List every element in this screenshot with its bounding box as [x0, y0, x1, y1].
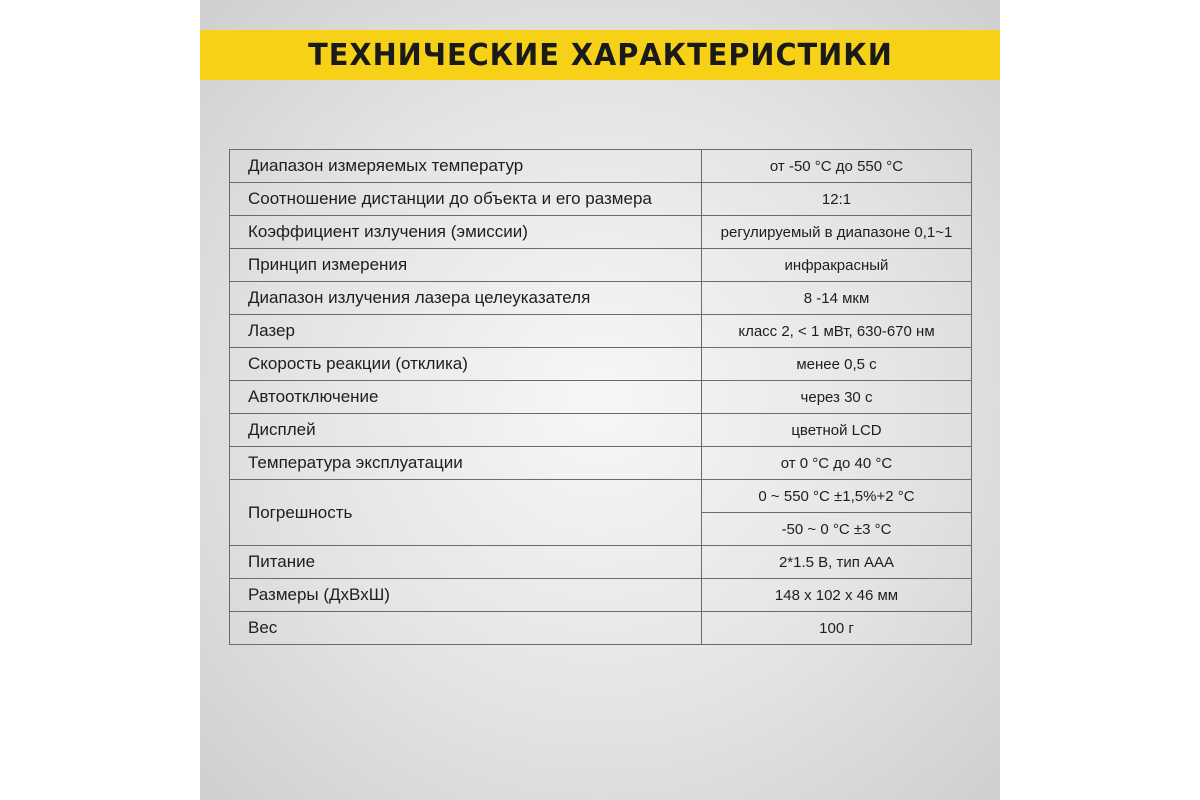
- table-row: [230, 183, 972, 216]
- spec-label: Температура эксплуатации: [230, 447, 702, 480]
- table-row: [230, 612, 972, 645]
- spec-label: Принцип измерения: [230, 249, 702, 282]
- specs-table: [229, 149, 972, 645]
- spec-label: Автоотключение: [230, 381, 702, 414]
- spec-value: -50 ~ 0 °С ±3 °С: [702, 513, 972, 546]
- spec-value: 12:1: [702, 183, 972, 216]
- spec-value: через 30 с: [702, 381, 972, 414]
- spec-value: 8 -14 мкм: [702, 282, 972, 315]
- spec-value: цветной LCD: [702, 414, 972, 447]
- table-row: [230, 579, 972, 612]
- table-row: [230, 381, 972, 414]
- table-row: [230, 315, 972, 348]
- spec-label: Скорость реакции (отклика): [230, 348, 702, 381]
- spec-value: класс 2, < 1 мВт, 630-670 нм: [702, 315, 972, 348]
- table-row: [230, 447, 972, 480]
- spec-label: Погрешность: [230, 480, 702, 546]
- spec-label: Диапазон излучения лазера целеуказателя: [230, 282, 702, 315]
- table-row: [230, 546, 972, 579]
- table-row: [230, 216, 972, 249]
- table-row: [230, 414, 972, 447]
- spec-label: Диапазон измеряемых температур: [230, 150, 702, 183]
- spec-value: инфракрасный: [702, 249, 972, 282]
- spec-label: Лазер: [230, 315, 702, 348]
- spec-value: от -50 °С до 550 °С: [702, 150, 972, 183]
- spec-value: менее 0,5 с: [702, 348, 972, 381]
- spec-value: 0 ~ 550 °С ±1,5%+2 °С: [702, 480, 972, 513]
- table-row: [230, 249, 972, 282]
- table-row: [230, 348, 972, 381]
- spec-value: 2*1.5 В, тип ААА: [702, 546, 972, 579]
- spec-label: Вес: [230, 612, 702, 645]
- spec-label: Размеры (ДхВхШ): [230, 579, 702, 612]
- spec-label: Соотношение дистанции до объекта и его размера: [230, 183, 702, 216]
- title-banner: [200, 30, 1000, 80]
- spec-value: 100 г: [702, 612, 972, 645]
- spec-value: 148 х 102 х 46 мм: [702, 579, 972, 612]
- table-row: [230, 480, 972, 513]
- spec-value: регулируемый в диапазоне 0,1~1: [702, 216, 972, 249]
- spec-label: Питание: [230, 546, 702, 579]
- spec-label: Коэффициент излучения (эмиссии): [230, 216, 702, 249]
- table-row: [230, 150, 972, 183]
- spec-label: Дисплей: [230, 414, 702, 447]
- spec-value: от 0 °С до 40 °С: [702, 447, 972, 480]
- table-row: [230, 282, 972, 315]
- page-title: ТЕХНИЧЕСКИЕ ХАРАКТЕРИСТИКИ: [307, 37, 893, 73]
